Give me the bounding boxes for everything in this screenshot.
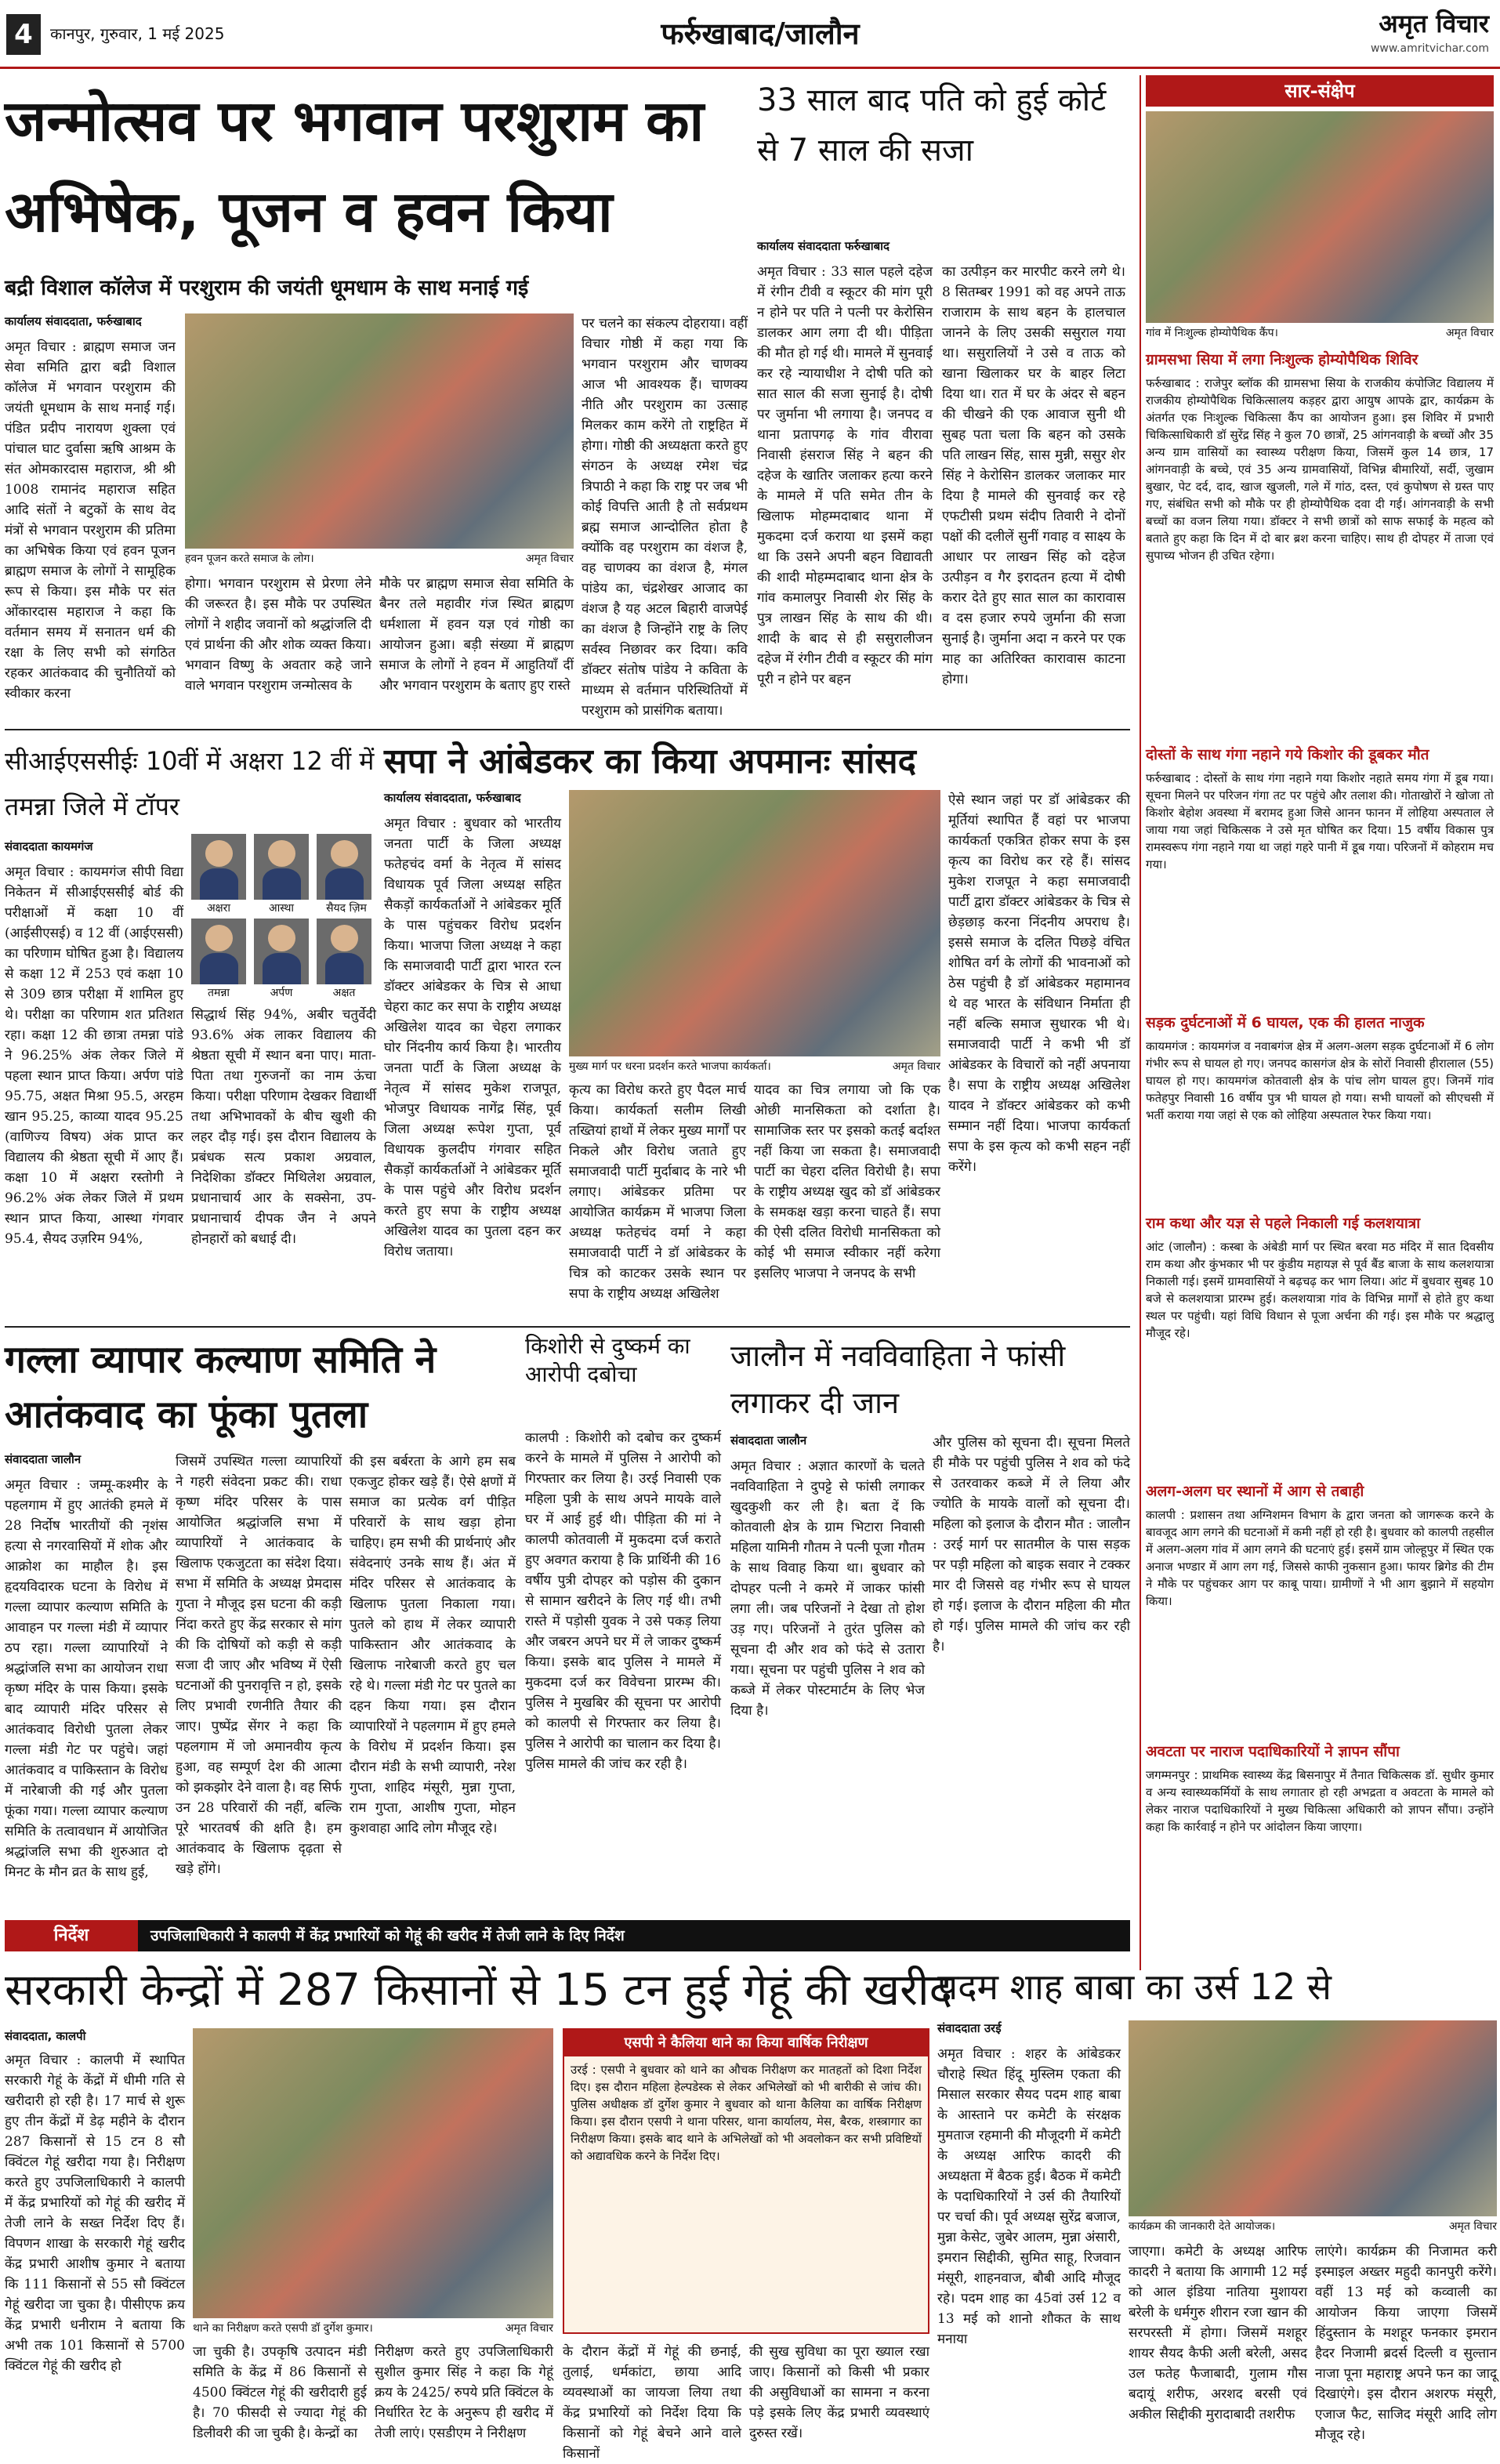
sp-box xyxy=(563,2028,929,2334)
sapa-body-col4: ऐसे स्थान जहां पर डॉ आंबेडकर की मूर्तियां स्थापित हैं वहां पर भाजपा कार्यकर्ता एकत्रित होकर सपा के इस कृत्य का विरोध कर रहे हैं। सांसद मुकेश राजपूत ने कहा समाजवादी पार्टी द्वारा डॉक्टर आंबेडकर के चित्र से छेड़छाड़ करना निंदनीय अपराध है। इससे समाज के दलित पिछड़े वंचित शोषित वर्ग के लोगों की भावनाओं को ठेस पहुंची है डॉ आंबेडकर महामानव थे वह भारत के संविधान निर्माता ही नहीं बल्कि समाज सुधारक भी थे। समाजवादी पार्टी ने कभी भी डॉ आंबेडकर के विचारों को नहीं अपनाया है। सपा के राष्ट्रीय अध्यक्ष अखिलेश यादव ने डॉक्टर आंबेडकर को कभी सम्मान नहीं दिया। भाजपा कार्यकर्ता सपा के इस कृत्य को कभी सहन नहीं करेंगे। xyxy=(948,792,1130,1175)
sidebar-item-body: फर्रुखाबाद : दोस्तों के साथ गंगा नहाने गया किशोर नहाते समय गंगा में डूब गया। सूचना मिलने पर परिजन गंगा तट पर पहुंचे और तलाश की। गोताखोरों ने खोजा तो किशोर बेहोश अवस्था में बरामद हुआ जिसे आनन फानन में लोहिया अस्पताल ले जाया गया जहां चिकित्सक ने उसे मृत घोषित कर दिया। 15 वर्षीय विकास पुत्र रामस्वरूप गंगा नहाने गया था जहां गहरे पानी में डूब गया। परिजनों में कोहराम मच गया। xyxy=(1146,771,1494,871)
kalpi-caption: थाने का निरीक्षण करते एसपी डॉ दुर्गेश कुमार। xyxy=(193,2322,373,2335)
kalpi-body-col4: के दौरान केंद्रों में गेहूं की छनाई, तुलाई, धर्मकांटा, छाया आदि व्यवस्थाओं का जायजा लिया तथा केंद्र प्रभारियों को निर्देश दिया कि किसानों को गेहूं बेचने आने वाले किसानों xyxy=(563,2344,741,2462)
sidebar-item-head: अवटता पर नाराज पदाधिकारियों ने ज्ञापन सौंपा xyxy=(1146,1743,1400,1760)
padam-byline: संवाददाता उरई xyxy=(937,2021,1002,2035)
student-name: अर्पण xyxy=(270,987,293,999)
padam-photo xyxy=(1129,2020,1497,2216)
story1-headline: जन्मोत्सव पर भगवान परशुराम का अभिषेक, पूजन व हवन किया xyxy=(5,88,705,245)
sp-box-body: उरई : एसपी ने बुधवार को थाने का औचक निरीक्षण कर मातहतों को दिशा निर्देश दिए। इस दौरान महिला हेल्पडेस्क से लेकर अभिलेखों को भी बारीकी से जांच की। पुलिस अधीक्षक डॉ दुर्गेश कुमार ने बुधवार को थाना कैलिया का वार्षिक निरीक्षण किया। इस दौरान एसपी ने थाना परिसर, थाना कार्यालय, मेस, बैरक, शस्त्रागार का निरीक्षण किया। इसके बाद थाने के अभिलेखों को भी अवलोकन कर सभी प्रविष्टियों को अद्यावधिक करने के निर्देश दिए। xyxy=(571,2063,922,2163)
student-photo xyxy=(191,919,246,984)
student-photo xyxy=(254,834,309,900)
student-name: सैयद ज़िम xyxy=(326,902,367,915)
kalpi-topline-bar xyxy=(5,1920,1130,1951)
padam-headline: पदम शाह बाबा का उर्स 12 से xyxy=(937,1966,1332,2008)
sidebar-item-head: ग्रामसभा सिया में लगा निःशुल्क होम्योपैथिक शिविर xyxy=(1146,351,1418,368)
kalpi-headline: सरकारी केन्द्रों में 287 किसानों से 15 टन हुई गेहूं की खरीद xyxy=(5,1965,953,2016)
story1-subhead: बद्री विशाल कॉलेज में परशुराम की जयंती धूमधाम के साथ मनाई गई xyxy=(5,276,529,300)
story1-byline: कार्यालय संवाददाता, फर्रुखाबाद xyxy=(5,314,142,328)
kalpi-byline: संवाददाता, कालपी xyxy=(5,2029,86,2043)
kishori-headline: किशोरी से दुष्कर्म का आरोपी दबोचा xyxy=(525,1333,690,1387)
story1-caption: हवन पूजन करते समाज के लोग। xyxy=(185,553,314,565)
story2-headline: 33 साल बाद पति को हुई कोर्ट से 7 साल की सजा xyxy=(757,82,1107,168)
site-url: www.amritvichar.com xyxy=(1370,42,1489,55)
sidebar-item-body: जगम्मनपुर : प्राथमिक स्वास्थ्य केंद्र बिसनापुर में तैनात चिकित्सक डॉ. सुधीर कुमार व अन्य स्वास्थ्यकर्मियों के साथ लगातार हो रही अभद्रता व अवटता के मामले को लेकर नाराज पदाधिकारियों ने मुख्य चिकित्सा अधिकारी को ज्ञापन सौंपा। उन्होंने कहा कि कार्रवाई न होने पर आंदोलन किया जाएगा। xyxy=(1146,1768,1494,1834)
story1-body-col2: होगा। भगवान परशुराम से प्रेरणा लेने की जरूरत है। इस मौके पर उपस्थित लोगों ने शहीद जवानों को श्रद्धांजलि दी एवं प्रार्थना की और शोक व्यक्त किया। भगवान विष्णु के अवतार कहे जाने वाले भगवान परशुराम जन्मोत्सव के xyxy=(185,576,371,694)
student-photo xyxy=(191,834,246,900)
cbse-body-col2: सिद्धार्थ सिंह 94%, अबीर चतुर्वेदी 93.6% अंक लाकर विद्यालय की श्रेष्ठता सूची में स्थान बना पाए। माता-पिता तथा गुरुजनों का नाम ऊंचा किया। परीक्षा परिणाम देखकर विद्यार्थी तथा अभिभावकों के बीच खुशी की लहर दौड़ गई। इस दौरान विद्यालय के प्रबंधक सत्य प्रकाश अग्रवाल, निदेशिका डॉक्टर मिथिलेश अग्रवाल, प्रधानाचार्य आर के सक्सेना, उप-प्रधानाचार्य दीपक जैन ने अपने होनहारों को बधाई दी। xyxy=(191,1007,376,1247)
story2-byline: कार्यालय संवाददाता फर्रुखाबाद xyxy=(757,239,890,253)
sapa-photo xyxy=(569,790,940,1056)
story2-body-col2: का उत्पीड़न कर मारपीट करने लगे थे। 8 सितम्बर 1991 को वह अपने ताऊ राजाराम के साथ बहन के हालचाल जानने के लिए उसकी ससुराल गया था। ससुरालियों ने उसे व ताऊ को खाना खिलाकर घर के बाहर लिटा दिया था। रात में घर के अंदर से बहन की चीखने की एक आवाज सुनी थी सुबह पता चला कि बहन को उसके पति लाखन सिंह, सास मुन्नी, ससुर शेर सिंह ने केरोसिन डालकर जलाकर मार दिया है मामले की सुनवाई कर रहे एफटीसी प्रथम संदीप तिवारी ने दोनों पक्षों की दलीलें सुनीं गवाह व साक्ष्य के आधार पर लाखन सिंह को दहेज उत्पीड़न व गैर इरादतन हत्या में दोषी करार देते हुए सात साल का कारावास व दस हजार रुपये जुर्माना की सजा सुनाई है। जुर्माना अदा न करने पर एक माह का अतिरिक्त कारावास काटना होगा। xyxy=(942,264,1125,687)
sidebar-item-head: राम कथा और यज्ञ से पहले निकाली गई कलशयात्रा xyxy=(1146,1215,1421,1232)
padam-body-col2: जाएगा। कमेटी के अध्यक्ष आरिफ कादरी ने बताया कि आगामी 12 मई को आल इंडिया नातिया मुशायरा बरेली के धर्मगुरु शीरान रजा खान की सरपरस्ती में होगा। जिसमें मशहूर शायर सैयद कैफी अली बरेली, असद उल फतेह फैजाबादी, गुलाम गौस बदायूं शरीफ, अरशद बरसी एवं अकील सिद्दीकी मुरादाबादी तशरीफ xyxy=(1129,2244,1307,2422)
kalpi-body-col3: निरीक्षण करते हुए उपजिलाधिकारी सुशील कुमार सिंह ने कहा कि गेहूं क्रय के 2425/ रुपये प्रति क्विंटल के निर्धारित रेट के अनुरूप ही खरीद में तेजी लाएं। एसडीएम ने निरीक्षण xyxy=(375,2344,553,2441)
cbse-body-col1: अमृत विचार : कायमगंज सीपी विद्या निकेतन में सीआईएससीई बोर्ड की परीक्षाओं में कक्षा 10 वीं (आईसीएसई) व 12 वीं (आईएससी) का परिणाम घोषित हुआ है। विद्यालय से कक्षा 12 में 253 एवं कक्षा 10 से 309 छात्र परीक्षा में शामिल हुए थे। परीक्षा का परिणाम शत प्रतिशत रहा। कक्षा 12 की छात्रा तमन्ना पांडे ने 96.25% अंक लेकर जिले में पहला स्थान प्राप्त किया। अर्पण पांडे 95.75, अक्षत मिश्रा 95.5, अरहम खान 95.25, काव्या यादव 95.25 (वाणिज्य विषय) अंक प्राप्त कर विद्यालय की श्रेष्ठता सूची में आए हैं। कक्षा 10 में अक्षरा रस्तोगी ने 96.2% अंक लेकर जिले में प्रथम स्थान प्राप्त किया, आस्था गंगवार 95.4, सैयद उज़रिम 94%, xyxy=(5,864,183,1247)
padam-body-col1: अमृत विचार : शहर के आंबेडकर चौराहे स्थित हिंदू मुस्लिम एकता की मिसाल सरकार सैयद पदम शाह बाबा के आस्ताने पर कमेटी के संरक्षक मुमताज रहमानी की मौजूदगी में कमेटी के अध्यक्ष आरिफ कादरी की अध्यक्षता में बैठक हुई। बैठक में कमेटी के पदाधिकारियों ने उर्स की तैयारियों पर चर्चा की। पूर्व अध्यक्ष सुरेंद्र बजाज, मुन्ना केसेट, जुबेर आलम, मुन्ना अंसारी, इमरान सिद्दीकी, सुमित साहू, रिजवान मंसूरी, शाहनवाज, बौबी आदि मौजूद रहे। पदम शाह का 45वां उर्स 12 व 13 मई को शानो शौकत के साथ मनाया xyxy=(937,2046,1121,2347)
kishori-body: कालपी : किशोरी को दबोच कर दुष्कर्म करने के मामले में पुलिस ने आरोपी को गिरफ्तार कर लिया है। उरई निवासी एक महिला पुत्री के साथ अपने मायके वाले घर में आई हुई थी। पीड़िता की मां ने कालपी कोतवाली में मुकदमा दर्ज कराते हुए अवगत कराया है कि प्रार्थिनी की 16 वर्षीय पुत्री दोपहर को पड़ोस की दुकान से सामान खरीदने के लिए गई थी। तभी रास्ते में पड़ोसी युवक ने उसे पकड़ लिया और जबरन अपने घर में ले जाकर दुष्कर्म किया। इसके बाद पुलिस ने मामले में मुकदमा दर्ज कर विवेचना प्रारम्भ की। पुलिस ने मुखबिर की सूचना पर आरोपी को कालपी से गिरफ्तार कर लिया है। पुलिस ने आरोपी का चालान कर दिया है। पुलिस मामले की जांच कर रही है। xyxy=(525,1430,721,1772)
sidebar-item-body: फर्रुखाबाद : राजेपुर ब्लॉक की ग्रामसभा सिया के राजकीय कंपोजिट विद्यालय में राजकीय होम्योपैथिक चिकित्सालय कड़हर द्वारा आयुष आपके द्वार, कार्यक्रम के अंतर्गत एक निःशुल्क चिकित्सा कैंप का आयोजन हुआ। इस शिविर में प्रभारी चिकित्साधिकारी डॉ सुरेंद्र सिंह ने कुल 70 छात्रों, 25 आंगनवाड़ी के बच्चों और 35 अन्य ग्राम वासियों का स्वास्थ्य परीक्षण किया, जिसमें कुल 14 छात्र, 17 आंगनवाड़ी के बच्चे, एवं 35 अन्य ग्रामवासियों, विभिन्न बीमारियों, सर्दी, जुखाम बुखार, पेट दर्द, दाद, खाज खुजली, गले में गांठ, दस्त, एवं कुपोषण से ग्रस्त पाए गए, संबंधित सभी को मौके पर ही होम्योपैथिक दवा दी गई। आंगनवाड़ी के सभी बच्चों का वजन लिया गया। डॉक्टर ने सभी छात्रों को साफ सफाई के महत्व को बताते हुए कहा कि दिन में दो बार ब्रश करना चाहिए। साथ ही दोपहर में ताजा एवं सुपाच्य भोजन ही उचित रहेगा। xyxy=(1146,376,1494,563)
sapa-caption: मुख्य मार्ग पर धरना प्रदर्शन करते भाजपा कार्यकर्ता। xyxy=(569,1060,771,1073)
story1-body-col3: मौके पर ब्राह्मण समाज सेवा समिति के बैनर तले महावीर गंज स्थित ब्राह्मण धर्मशाला में हवन यज्ञ एवं गोष्ठी का आयोजन हुआ। बड़ी संख्या में ब्राह्मण समाज के लोगों ने हवन में आहुतियाँ दीं और भगवान परशुराम के बताए हुए रास्ते xyxy=(379,576,574,694)
kalpi-photo xyxy=(193,2028,553,2318)
dateline: कानपुर, गुरुवार, 1 मई 2025 xyxy=(50,24,225,43)
sidebar-item-body: कालपी : प्रशासन तथा अग्निशमन विभाग के द्वारा जनता को जागरूक करने के बावजूद आग लगने की घटनाओं में कमी नहीं हो रही है। बुधवार को कालपी तहसील में अलग-अलग गांव में आग लगने की घटनाएं हुई। इसमें ग्राम जोल्हूपुर में स्थित एक अनाज भण्डार में आग लग गई, जिससे काफी नुकसान हुआ। फायर ब्रिगेड की टीम ने मौके पर पहुंचकर आग पर काबू पाया। ग्रामीणों ने भी आग बुझाने में सहयोग किया। xyxy=(1146,1508,1494,1608)
kalpi-topline: उपजिलाधिकारी ने कालपी में केंद्र प्रभारियों को गेहूं की खरीद में तेजी लाने के दिए निर्देश xyxy=(150,1927,625,1944)
student-photo xyxy=(317,834,371,900)
kalpi-body-col2: जा चुकी है। उपकृषि उत्पादन मंडी समिति के केंद्र में 86 किसानों से 4500 क्विंटल गेहूं की खरीदारी हुई है। 70 फीसदी से ज्यादा गेहूं की डिलीवरी की जा चुकी है। केन्द्रों का xyxy=(193,2344,367,2441)
sidebar-item-head: अलग-अलग घर स्थानों में आग से तबाही xyxy=(1146,1483,1364,1500)
section-title: फर्रुखाबाद/जालौन xyxy=(661,16,860,51)
sidebar xyxy=(1139,75,1497,1970)
student-name: आस्था xyxy=(268,902,295,915)
padam-credit: अमृत विचार xyxy=(1448,2220,1497,2233)
sapa-body-col2: कृत्य का विरोध करते हुए पैदल मार्च किया। कार्यकर्ता सलीम लिखी तख्तियां हाथों में लेकर मुख्य मार्गों पर निकले और विरोध जताते हुए समाजवादी पार्टी मुर्दाबाद के नारे भी लगाए। आंबेडकर प्रतिमा पर आयोजित कार्यक्रम में भाजपा जिला अध्यक्ष फतेहचंद वर्मा ने कहा समाजवादी पार्टी ने डॉ आंबेडकर के चित्र को काटकर उसके स्थान पर सपा के राष्ट्रीय अध्यक्ष अखिलेश xyxy=(569,1082,746,1302)
sapa-credit: अमृत विचार xyxy=(892,1060,940,1073)
sidebar-item-body: कायमगंज : कायमगंज व नवाबगंज क्षेत्र में अलग-अलग सड़क दुर्घटनाओं में 6 लोग गंभीर रूप से घायल हो गए। जनपद कासगंज क्षेत्र के सोरों निवासी हीरालाल (55) घायल हो गए। कायमगंज कोतवाली क्षेत्र के पांच लोग घायल हुए। जिनमें गांव फतेहपुर निवासी 16 वर्षीय पुत्र भी घायल हो गया। सभी घायलों को सीएचसी में भर्ती कराया गया जहां से एक को लोहिया अस्पताल रेफर किया गया। xyxy=(1146,1039,1494,1122)
sapa-byline: कार्यालय संवाददाता, फर्रुखाबाद xyxy=(384,791,521,805)
jalaun-body-col2: और पुलिस को सूचना दी। सूचना मिलते ही मौके पर पहुंची पुलिस ने शव को फंदे से उतरवाकर कब्जे में ले लिया और ज्योति के मायके वालों को सूचना दी। महिला को इलाज के दौरान मौत : जालौन : उरई मार्ग पर सातमील के पास सड़क पर पड़ी महिला को बाइक सवार ने टक्कर मार दी जिससे वह गंभीर रूप से घायल हो गई। इलाज के दौरान महिला की मौत हो गई। पुलिस मामले की जांच कर रही है। xyxy=(933,1435,1130,1654)
sidebar-photo xyxy=(1146,111,1494,323)
kalpi-body-col5: की सुख सुविधा का पूरा ख्याल रखा जाए। किसानों को किसी भी प्रकार की असुविधाओं का सामना न करना पड़े इसके लिए केंद्र प्रभारी व्यवस्थाएं दुरुस्त रखें। xyxy=(749,2344,929,2441)
story1-body-col4: पर चलने का संकल्प दोहराया। वहीं विचार गोष्ठी में कहा गया कि भगवान परशुराम और चाणक्य आज भी आवश्यक हैं। चाणक्य नीति और परशुराम का उत्साह मिलकर काम करेंगे तो राष्ट्रहित में होगा। गोष्ठी की अध्यक्षता करते हुए संगठन के अध्यक्ष रमेश चंद्र त्रिपाठी ने कहा कि राष्ट्र पर जब भी कोई विपत्ति आती है तो सर्वप्रथम ब्रह्म समाज आन्दोलित होता है क्योंकि वह परशुराम का वंशज है, वह चाणक्य का वंशज है, मंगल पांडेय का, चंद्रशेखर आजाद का वंशज है यह अटल बिहारी वाजपेई का वंशज है जिन्होंने राष्ट्र के लिए सर्वस्व निछावर कर दिया। कवि डॉक्टर संतोष पांडेय ने कविता के माध्यम से वर्तमान परिस्थितियों में परशुराम को प्रासंगिक बताया। xyxy=(582,316,748,719)
sidebar-photo-caption: गांव में निःशुल्क होम्योपैथिक कैंप। xyxy=(1146,327,1278,339)
jalaun-body-col1: अमृत विचार : अज्ञात कारणों के चलते नवविवाहिता ने दुपट्टे से फांसी लगाकर खुदकुशी कर ली है। बता दें कि कोतवाली क्षेत्र के ग्राम भिटारा निवासी महिला यामिनी गौतम ने पत्नी पूजा गौतम के साथ विवाह किया था। बुधवार को दोपहर पत्नी ने कमरे में जाकर फांसी लगा ली। जब परिजनों ने देखा तो होश उड़ गए। परिजनों ने तुरंत पुलिस को सूचना दी और शव को फंदे से उतारा गया। सूचना पर पहुंची पुलिस ने शव को कब्जे में लेकर पोस्टमार्टम के लिए भेज दिया है। xyxy=(730,1458,925,1719)
jalaun-headline: जालौन में नवविवाहिता ने फांसी लगाकर दी जान xyxy=(730,1339,1066,1420)
galla-byline: संवाददाता जालौन xyxy=(5,1452,82,1466)
student-photo xyxy=(254,919,309,984)
masthead xyxy=(0,0,1500,69)
jalaun-byline: संवाददाता जालौन xyxy=(730,1433,807,1448)
brand-logo: अमृत विचार xyxy=(1379,9,1489,38)
sidebar-credit: अमृत विचार xyxy=(1445,327,1494,339)
sidebar-title: सार-संक्षेप xyxy=(1146,75,1494,107)
sp-box-headline: एसपी ने कैलिया थाने का किया वार्षिक निरीक्षण xyxy=(564,2030,928,2056)
cbse-headline: सीआईएससीईः 10वीं में अक्षरा 12 वीं में तमन्ना जिले में टॉपर xyxy=(5,746,375,821)
sapa-body-col1: अमृत विचार : बुधवार को भारतीय जनता पार्टी के जिला अध्यक्ष फतेहचंद वर्मा के नेतृत्व में सांसद विधायक पूर्व जिला अध्यक्ष सहित सैकड़ों कार्यकर्ताओं ने आंबेडकर मूर्ति के पास पहुंचकर विरोध प्रदर्शन किया। भाजपा जिला अध्यक्ष ने कहा कि समाजवादी पार्टी द्वारा भारत रत्न डॉक्टर आंबेडकर के चित्र से आधा चेहरा काट कर सपा के राष्ट्रीय अध्यक्ष अखिलेश यादव का चेहरा लगाकर घोर निंदनीय कार्य किया है। भारतीय जनता पार्टी के जिला अध्यक्ष के नेतृत्व में सांसद मुकेश राजपूत, भोजपुर विधायक नागेंद्र सिंह, पूर्व जिला अध्यक्ष रूपेश गुप्ता, पूर्व विधायक कुलदीप गंगवार सहित सैकड़ों कार्यकर्ताओं ने आंबेडकर मूर्ति के पास पहुंचे और विरोध प्रदर्शन करते हुए सपा के राष्ट्रीय अध्यक्ष अखिलेश यादव का पुतला दहन कर विरोध जताया। xyxy=(384,816,561,1259)
sidebar-item-head: सड़क दुर्घटनाओं में 6 घायल, एक की हालत नाजुक xyxy=(1146,1014,1425,1031)
galla-headline: गल्ला व्यापार कल्याण समिति ने आतंकवाद का फूंका पुतला xyxy=(5,1338,437,1437)
student-name: तमन्ना xyxy=(208,987,230,999)
sidebar-item-head: दोस्तों के साथ गंगा नहाने गये किशोर की डूबकर मौत xyxy=(1146,746,1429,763)
galla-body-col3: की इस बर्बरता के आगे हम सब एकजुट होकर खड़े हैं। ऐसे क्षणों में समाज का प्रत्येक वर्ग पीड़ित परिवारों के साथ खड़ा होना चाहिए। हम सभी की प्रार्थनाएं और संवेदनाएं उनके साथ हैं। अंत में मंदिर परिसर से आतंकवाद के खिलाफ पुतला निकाला गया। पुतले को हाथ में लेकर व्यापारी पाकिस्तान और आतंकवाद के खिलाफ नारेबाजी करते हुए चल रहे थे। गल्ला मंडी गेट पर पुतले का दहन किया गया। इस दौरान व्यापारियों ने पहलगाम में हुए हमले के विरोध में प्रदर्शन किया। इस दौरान मंडी के सभी व्यापारी, नरेश गुप्ता, शाहिद मंसूरी, मुन्ना गुप्ता, राम गुप्ता, आशीष गुप्ता, मोहन कुशवाहा आदि लोग मौजूद रहे। xyxy=(350,1454,516,1836)
kalpi-tag: निर्देश xyxy=(5,1920,138,1951)
sapa-body-col3: यादव का चित्र लगाया जो कि एक ओछी मानसिकता को दर्शाता है। सामाजिक स्तर पर इसको कतई बर्दाश्त नहीं किया जा सकता है। समाजवादी पार्टी का चेहरा दलित विरोधी है। सपा के राष्ट्रीय अध्यक्ष खुद को डॉ आंबेडकर के समकक्ष खड़ा करना चाहते हैं। सपा की ऐसी दलित विरोधी मानसिकता को कोई भी समाज स्वीकार नहीं करेगा इसलिए भाजपा ने जनपद के सभी xyxy=(754,1082,940,1281)
story2-body-col1: अमृत विचार : 33 साल पहले दहेज में रंगीन टीवी व स्कूटर की मांग पूरी न होने पर पति ने पत्नी पर केरोसिन डालकर आग लगा दी थी। पीड़िता की मौत हो गई थी। मामले में सुनवाई कर रहे न्यायाधीश ने दोषी पति को सात साल की सजा सुनाई है। दोषी पर जुर्माना भी लगाया है। जनपद व थाना प्रतापगढ़ के गांव वीरावा निवासी हंसराज सिंह ने बहन की दहेज के खातिर जलाकर हत्या करने के मामले में पति समेत तीन के खिलाफ मोहम्मदाबाद थाना में मुकदमा दर्ज कराया था इसमें कहा था कि उसने अपनी बहन विद्यावती की शादी मोहम्मदाबाद थाना क्षेत्र के गांव कमालपुर निवासी शेर सिंह के पुत्र लाखन सिंह के साथ की थी। शादी के बाद से ही ससुरालीजन दहेज में रंगीन टीवी व स्कूटर की मांग पूरी न होने पर बहन xyxy=(757,264,933,687)
story1-photo xyxy=(185,313,574,549)
student-photo xyxy=(317,919,371,984)
kalpi-body-col1: अमृत विचार : कालपी में स्थापित सरकारी गेहूं के केंद्रों में धीमी गति से खरीदारी हो रही है। 17 मार्च से शुरू हुए तीन केंद्रों में डेढ़ महीने के दौरान 287 किसानों से 15 टन 8 सौ क्विंटल गेहूं खरीदा गया है। निरीक्षण करते हुए उपजिलाधिकारी ने कालपी में केंद्र प्रभारियों को गेहूं की खरीद में तेजी लाने के सख्त निर्देश दिए हैं। विपणन शाखा के सरकारी गेहूं खरीद केंद्र प्रभारी आशीष कुमार ने बताया कि 111 किसानों से 55 सौ क्विंटल गेहूं खरीदा जा चुका है। पीसीएफ क्रय केंद्र प्रभारी धनीराम ने बताया कि अभी तक 101 किसानों से 5700 क्विंटल गेहूं की खरीद हो xyxy=(5,2053,185,2374)
galla-body-col2: जिसमें उपस्थित गल्ला व्यापारियों ने गहरी संवेदना प्रकट की। राधा कृष्ण मंदिर परिसर के पास आयोजित श्रद्धांजलि सभा में व्यापारियों ने आतंकवाद के खिलाफ एकजुटता का संदेश दिया। सभा में समिति के अध्यक्ष प्रेमदास गुप्ता ने मौजूद इस घटना की कड़ी निंदा करते हुए केंद्र सरकार से मांग की कि दोषियों को कड़ी से कड़ी सजा दी जाए और भविष्य में ऐसी घटनाओं की पुनरावृत्ति न हो, इसके लिए प्रभावी रणनीति तैयार की जाए। पुष्पेंद्र सेंगर ने कहा कि पहलगाम में जो अमानवीय कृत्य हुआ, वह सम्पूर्ण देश की आत्मा को झकझोर देने वाला है। वह सिर्फ उन 28 परिवारों की नहीं, बल्कि पूरे भारतवर्ष की क्षति है। हम आतंकवाद के खिलाफ दृढ़ता से खड़े होंगे। xyxy=(176,1454,342,1877)
kalpi-credit: अमृत विचार xyxy=(505,2322,553,2335)
student-name: अक्षरा xyxy=(206,902,231,915)
padam-caption: कार्यक्रम की जानकारी देते आयोजक। xyxy=(1129,2220,1276,2233)
student-name: अक्षत xyxy=(332,987,356,999)
sapa-headline: सपा ने आंबेडकर का किया अपमानः सांसद xyxy=(384,741,917,781)
story1-body-col1: अमृत विचार : ब्राह्मण समाज जन सेवा समिति द्वारा बद्री विशाल कॉलेज में भगवान परशुराम की जयंती धूमधाम के साथ मनाई गई। पंडित प्रदीप नारायण शुक्ला एवं पांचाल घाट दुर्वासा ऋषि आश्रम के संत ओमकारदास महाराज, श्री श्री 1008 रामानंद महाराज सहित आदि संतों ने बटुकों के साथ वेद मंत्रों से भगवान परशुराम की प्रतिमा का अभिषेक किया एवं हवन पूजन ब्राह्मण समाज के लोगों ने सामूहिक रूप से किया। इस मौके पर संत ओंकारदास महाराज ने कहा कि वर्तमान समय में सनातन धर्म की रक्षा के लिए सभी को संगठित रहकर आतंकवाद की चुनौतियों को स्वीकार करना xyxy=(5,339,176,701)
divider xyxy=(5,729,1130,730)
cbse-byline: संवाददाता कायमगंज xyxy=(5,839,93,853)
padam-body-col3: लाएंगे। कार्यक्रम की निजामत करी इस्माइल अख्तर महुदी कानपुरी करेंगे। वहीं 13 मई को कव्वाली का आयोजन किया जाएगा जिसमें हिंदुस्तान के मशहूर फनकार इमरान हैदर निजामी ब्रदर्स दिल्ली व सुल्तान नाजा पूना महाराष्ट्र अपने फन का जादू दिखाएंगे। इस दौरान अशरफ मंसूरी, एजाज फैट, साजिद मंसूरी आदि लोग मौजूद रहे। xyxy=(1315,2244,1497,2443)
page-number: 4 xyxy=(6,14,41,55)
sidebar-item-body: आंट (जालौन) : कस्बा के अंबेडी मार्ग पर स्थित बरवा मठ मंदिर में सात दिवसीय राम कथा और कुंभकार भी पर कुंडीय महायज्ञ से पूर्व बैंड बाजा के साथ कलशयात्रा निकाली गई। इसमें ग्रामवासियों ने बढ़चढ़ कर भाग लिया। आंट में बुधवार सुबह 10 बजे से कलशयात्रा प्रारम्भ हुई। कलशयात्रा गांव के विभिन्न मार्गों से होते हुए कथा स्थल पर पहुंची। यहां विधि विधान से पूजा अर्चना की गई। इस मौके पर श्रद्धालु मौजूद रहे। xyxy=(1146,1240,1494,1340)
story1-credit: अमृत विचार xyxy=(525,553,574,565)
galla-body-col1: अमृत विचार : जम्मू-कश्मीर के पहलगाम में हुए आतंकी हमले में 28 निर्दोष भारतीयों की नृशंस हत्या से नगरवासियों में शोक और आक्रोश का माहौल है। इस हृदयविदारक घटना के विरोध में गल्ला व्यापार कल्याण समिति के आवाहन पर गल्ला मंडी में व्यापार ठप रहा। गल्ला व्यापारियों ने श्रद्धांजलि सभा का आयोजन राधा कृष्ण मंदिर के पास किया। इसके बाद व्यापारी मंदिर परिसर से आतंकवाद विरोधी पुतला लेकर गल्ला मंडी गेट पर पहुंचे। जहां आतंकवाद व पाकिस्तान के विरोध में नारेबाजी की गई और पुतला फूंका गया। गल्ला व्यापार कल्याण समिति के तत्वावधान में आयोजित श्रद्धांजलि सभा की शुरुआत दो मिनट के मौन व्रत के साथ हुई, xyxy=(5,1477,168,1880)
divider xyxy=(5,1326,1130,1328)
